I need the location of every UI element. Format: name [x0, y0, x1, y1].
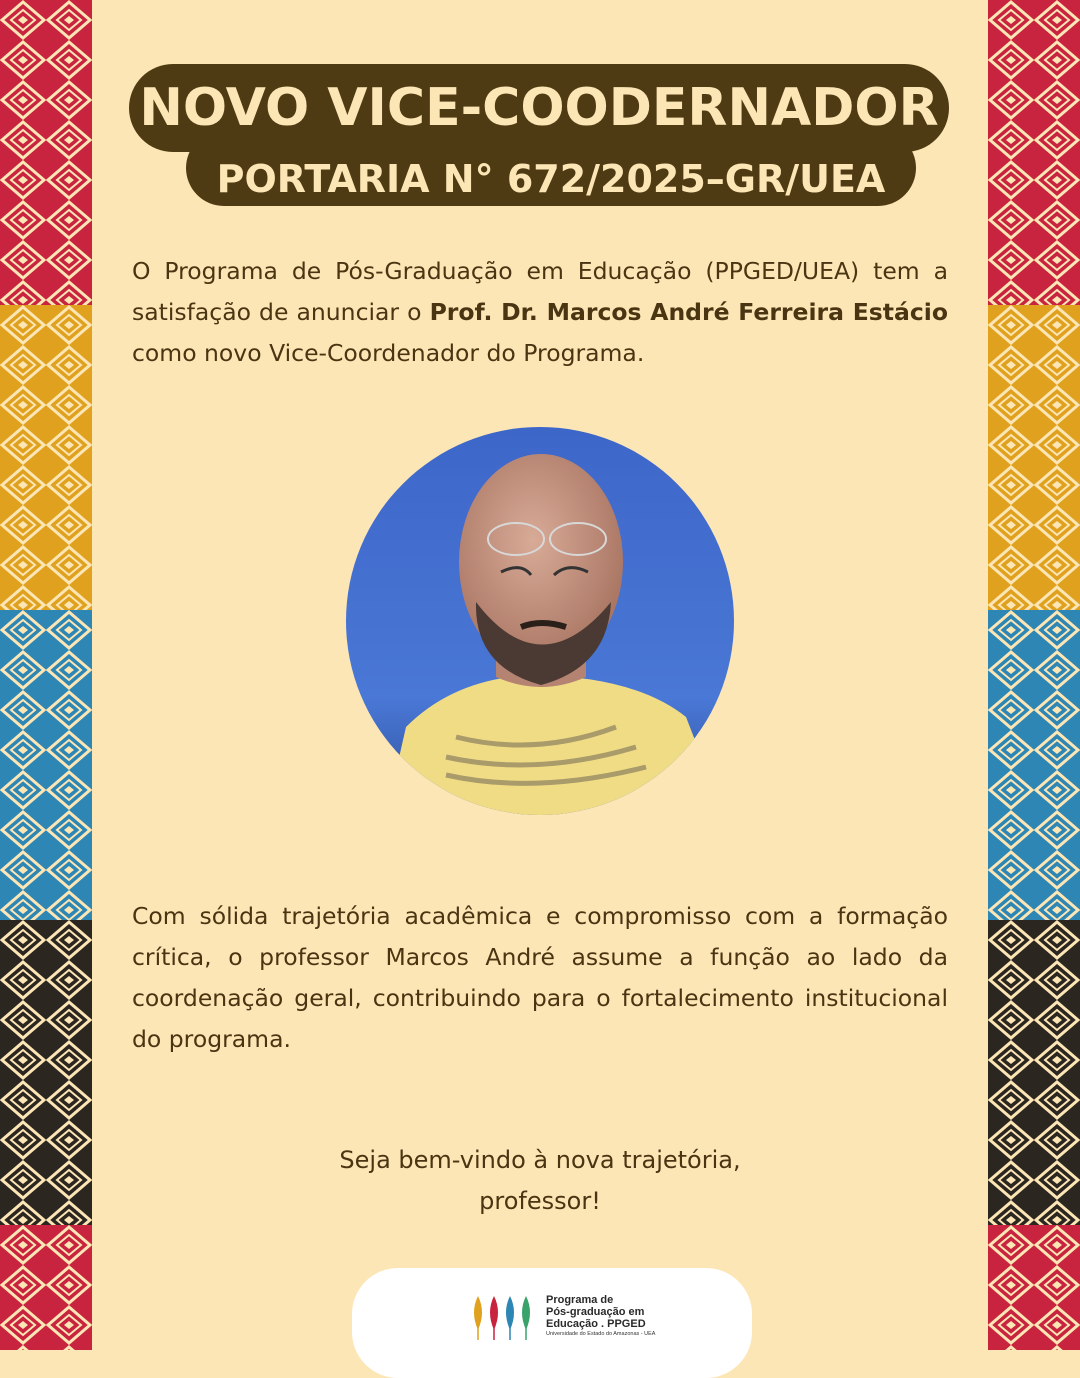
title-banner [129, 64, 949, 152]
professor-name: Prof. Dr. Marcos André Ferreira Estácio [429, 298, 948, 326]
pattern-segment-dark [988, 920, 1080, 1225]
professor-photo [346, 427, 734, 815]
announcement-text-start: O Programa de Pós-Graduação em Educação (PPGED/UEA) tem a satisfação de anunciar o [132, 257, 948, 326]
feathers-logo-icon [470, 1294, 536, 1342]
welcome-line-2: professor! [479, 1187, 601, 1215]
logo-line-3: Educação . PPGED [546, 1318, 646, 1330]
left-pattern-border [0, 0, 92, 1350]
welcome-line-1: Seja bem-vindo à nova trajetória, [339, 1146, 741, 1174]
logo-line-4: Universidade do Estado do Amazonas - UEA [546, 1331, 656, 1337]
logo-line-2: Pós-graduação em [546, 1306, 645, 1318]
pattern-segment-red [988, 0, 1080, 305]
announcement-paragraph [132, 251, 948, 374]
pattern-segment-gold [0, 305, 92, 610]
pattern-segment-red [0, 0, 92, 305]
description-paragraph: Com sólida trajetória acadêmica e compromisso com a formação crítica, o professor Marcos André assume a função ao lado da coordenação geral, contribuindo para o fortalecimento institucional do programa. [132, 902, 948, 1053]
welcome-message [240, 1140, 840, 1222]
pattern-segment-blue [988, 610, 1080, 920]
right-pattern-border [988, 0, 1080, 1350]
logo-line-1: Programa de [546, 1294, 614, 1306]
page-title: NOVO VICE-COODERNADOR [139, 78, 939, 138]
subtitle: PORTARIA N° 672/2025–GR/UEA [216, 157, 886, 201]
ppged-logo-card [352, 1268, 752, 1378]
announcement-text-end: como novo Vice-Coordenador do Programa. [132, 339, 645, 367]
pattern-segment-red [0, 1225, 92, 1350]
pattern-segment-gold [988, 305, 1080, 610]
pattern-segment-blue [0, 610, 92, 920]
pattern-segment-dark [0, 920, 92, 1225]
pattern-segment-red [988, 1225, 1080, 1350]
logo-text [546, 1294, 655, 1338]
